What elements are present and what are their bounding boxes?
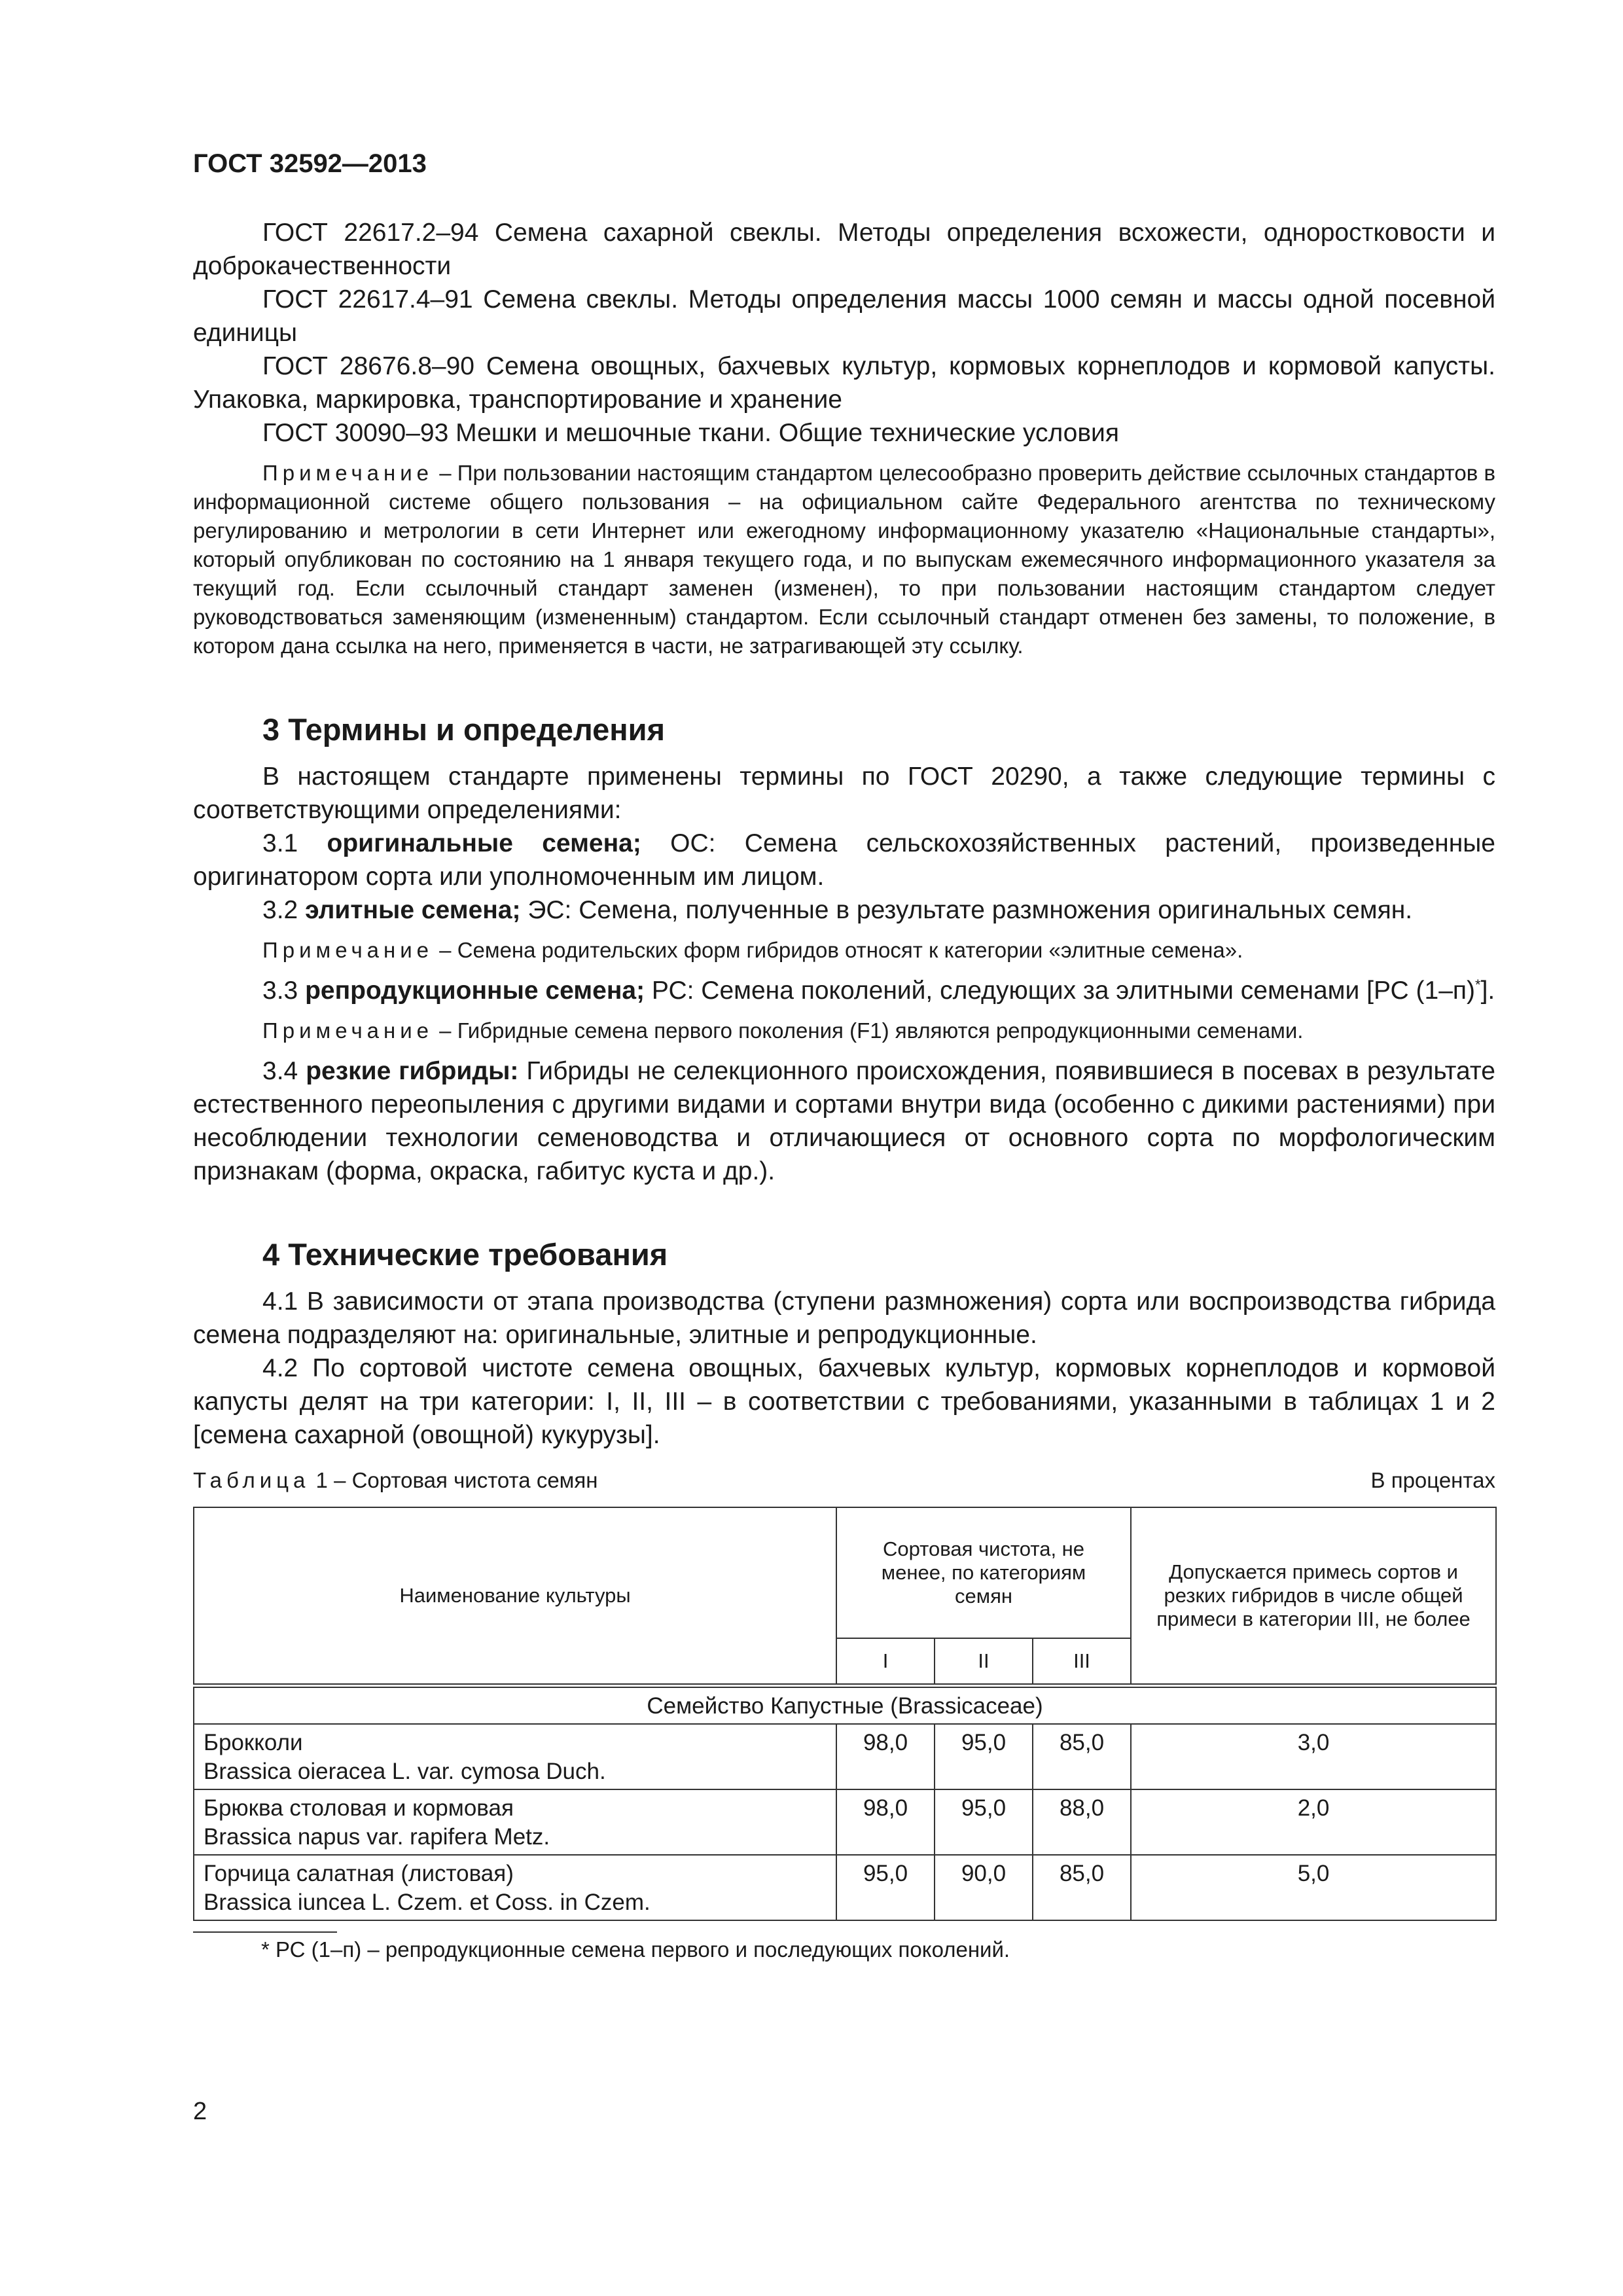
admixture-value: 5,0: [1131, 1855, 1496, 1920]
crop-name-cell: [194, 1789, 836, 1855]
table-header-row: [194, 1507, 1496, 1638]
note-hybrid-seeds: [193, 1016, 1495, 1045]
term-number: 3.1: [262, 829, 327, 857]
note-label: Примечание: [262, 461, 434, 485]
table-1: [193, 1507, 1497, 1921]
normative-references: [193, 216, 1495, 450]
reference-item: ГОСТ 28676.8–90 Семена овощных, бахчевых культур, кормовых корнеплодов и кормовой капусты. Упаковка, маркировка, транспортирование и хранение: [193, 352, 1495, 414]
category-1-value: 98,0: [836, 1724, 935, 1789]
page-number: 2: [193, 2098, 207, 2125]
section-3-title: 3 Термины и определения: [262, 712, 665, 747]
column-header-category-1: I: [836, 1638, 935, 1685]
crop-name: Горчица салатная (листовая): [204, 1860, 514, 1886]
term-number: 3.4: [262, 1057, 306, 1085]
section-4-title: 4 Технические требования: [262, 1237, 668, 1272]
column-header-crop-name: Наименование культуры: [194, 1507, 836, 1685]
admixture-value: 3,0: [1131, 1724, 1496, 1789]
term-definition: ОС: Семена сельскохозяйственных растений, произведенные оригинатором сорта или уполномоченным им лицом.: [193, 829, 1495, 891]
footnote-separator: [193, 1931, 337, 1933]
reference-item: ГОСТ 30090–93 Мешки и мешочные ткани. Общие технические условия: [262, 419, 1119, 447]
category-1-value: 95,0: [836, 1855, 935, 1920]
table-caption-label: Таблица: [193, 1468, 310, 1492]
term-definition: Гибриды не селекционного происхождения, появившиеся в посевах в результате естественного переопыления с другими видами и сортами внутри вида (особенно с дикими растениями) при несоблюдении технологии семеноводства и отличающиеся от основного сорта по морфологическим признакам (форма, окраска, габитус куста и др.).: [193, 1057, 1495, 1185]
family-label: Семейство Капустные (Brassicaceae): [194, 1685, 1496, 1724]
crop-latin-name: Brassica iuncea L. Czem. et Coss. in Czem.: [204, 1889, 651, 1915]
category-3-value: 85,0: [1033, 1724, 1131, 1789]
crop-name-cell: [194, 1724, 836, 1789]
column-header-category-2: II: [935, 1638, 1033, 1685]
section-3-intro: В настоящем стандарте применены термины по ГОСТ 20290, а также следующие термины с соответствующими определениями:: [193, 762, 1495, 824]
table-caption-row: [193, 1466, 1495, 1495]
note-text: – При пользовании настоящим стандартом целесообразно проверить действие ссылочных стандартов в информационной системе общего пользования – на официальном сайте Федерального агентства по техническому регулированию и метрологии в сети Интернет или ежегодному информационному указателю «Национальные стандарты», который опубликован по состоянию на 1 января текущего года, и по выпускам ежемесячного информационного указателя за текущий год. Если ссылочный стандарт заменен (изменен), то при пользовании настоящим стандартом следует руководствоваться заменяющим (измененным) стандартом. Если ссылочный стандарт отменен без замены, то положение, в котором дана ссылка на него, применяется в части, не затрагивающей эту ссылку.: [193, 461, 1495, 658]
term-3-2: [193, 893, 1495, 927]
term-number: 3.3: [262, 977, 306, 1005]
footnote-marker: *: [1475, 977, 1481, 993]
term-definition-end: ].: [1480, 977, 1495, 1005]
category-3-value: 85,0: [1033, 1855, 1131, 1920]
footnote: * РС (1–п) – репродукционные семена первого и последующих поколений.: [261, 1937, 1010, 1962]
table-units: В процентах: [1370, 1468, 1495, 1492]
crop-latin-name: Brassica napus var. rapifera Metz.: [204, 1823, 550, 1850]
admixture-value: 2,0: [1131, 1789, 1496, 1855]
table-row: [194, 1789, 1496, 1855]
term-3-3: [193, 974, 1495, 1007]
reference-item: ГОСТ 22617.2–94 Семена сахарной свеклы. Методы определения всхожести, одноростковости и доброкачественности: [193, 219, 1495, 280]
clause-4-2: 4.2 По сортовой чистоте семена овощных, бахчевых культур, кормовых корнеплодов и кормовой капусты делят на три категории: I, II, III – в соответствии с требованиями, указанными в таблицах 1 и 2 [семена сахарной (овощной) кукурузы].: [193, 1354, 1495, 1449]
column-header-varietal-purity: Сортовая чистота, не менее, по категориям семян: [836, 1507, 1131, 1638]
table-row: [194, 1724, 1496, 1789]
term-name: репродукционные семена;: [305, 977, 645, 1005]
category-2-value: 95,0: [935, 1724, 1033, 1789]
term-name: оригинальные семена;: [327, 829, 641, 857]
category-3-value: 88,0: [1033, 1789, 1131, 1855]
table-family-row: [194, 1685, 1496, 1724]
crop-name-cell: [194, 1855, 836, 1920]
term-name: резкие гибриды:: [306, 1057, 519, 1085]
term-definition: ЭС: Семена, полученные в результате размножения оригинальных семян.: [520, 896, 1413, 924]
table-caption-text: 1 – Сортовая чистота семян: [310, 1468, 598, 1492]
note-references: [193, 459, 1495, 660]
term-number: 3.2: [262, 896, 306, 924]
reference-item: ГОСТ 22617.4–91 Семена свеклы. Методы определения массы 1000 семян и массы одной посевной единицы: [193, 285, 1495, 347]
category-2-value: 90,0: [935, 1855, 1033, 1920]
column-header-admixture: Допускается примесь сортов и резких гибридов в числе общей примеси в категории III, не более: [1131, 1507, 1496, 1685]
crop-name: Брюква столовая и кормовая: [204, 1795, 514, 1821]
category-1-value: 98,0: [836, 1789, 935, 1855]
table-caption: [193, 1466, 597, 1495]
crop-name: Брокколи: [204, 1729, 303, 1755]
note-elite-seeds: [193, 936, 1495, 965]
term-3-4: [193, 1054, 1495, 1188]
term-name: элитные семена;: [305, 896, 521, 924]
note-label: Примечание: [262, 938, 434, 962]
crop-latin-name: Brassica oieracea L. var. cymosa Duch.: [204, 1758, 606, 1784]
term-definition: РС: Семена поколений, следующих за элитными семенами [РС (1–п): [645, 977, 1475, 1005]
document-header: ГОСТ 32592—2013: [193, 149, 427, 178]
clause-4-1: 4.1 В зависимости от этапа производства (ступени размножения) сорта или воспроизводства гибрида семена подразделяют на: оригинальные, элитные и репродукционные.: [193, 1287, 1495, 1349]
note-text: – Гибридные семена первого поколения (F1) являются репродукционными семенами.: [433, 1018, 1304, 1043]
term-3-1: [193, 827, 1495, 893]
note-text: – Семена родительских форм гибридов относят к категории «элитные семена».: [433, 938, 1243, 962]
category-2-value: 95,0: [935, 1789, 1033, 1855]
table-row: [194, 1855, 1496, 1920]
note-label: Примечание: [262, 1018, 434, 1043]
column-header-category-3: III: [1033, 1638, 1131, 1685]
page-content: [193, 216, 1495, 1963]
